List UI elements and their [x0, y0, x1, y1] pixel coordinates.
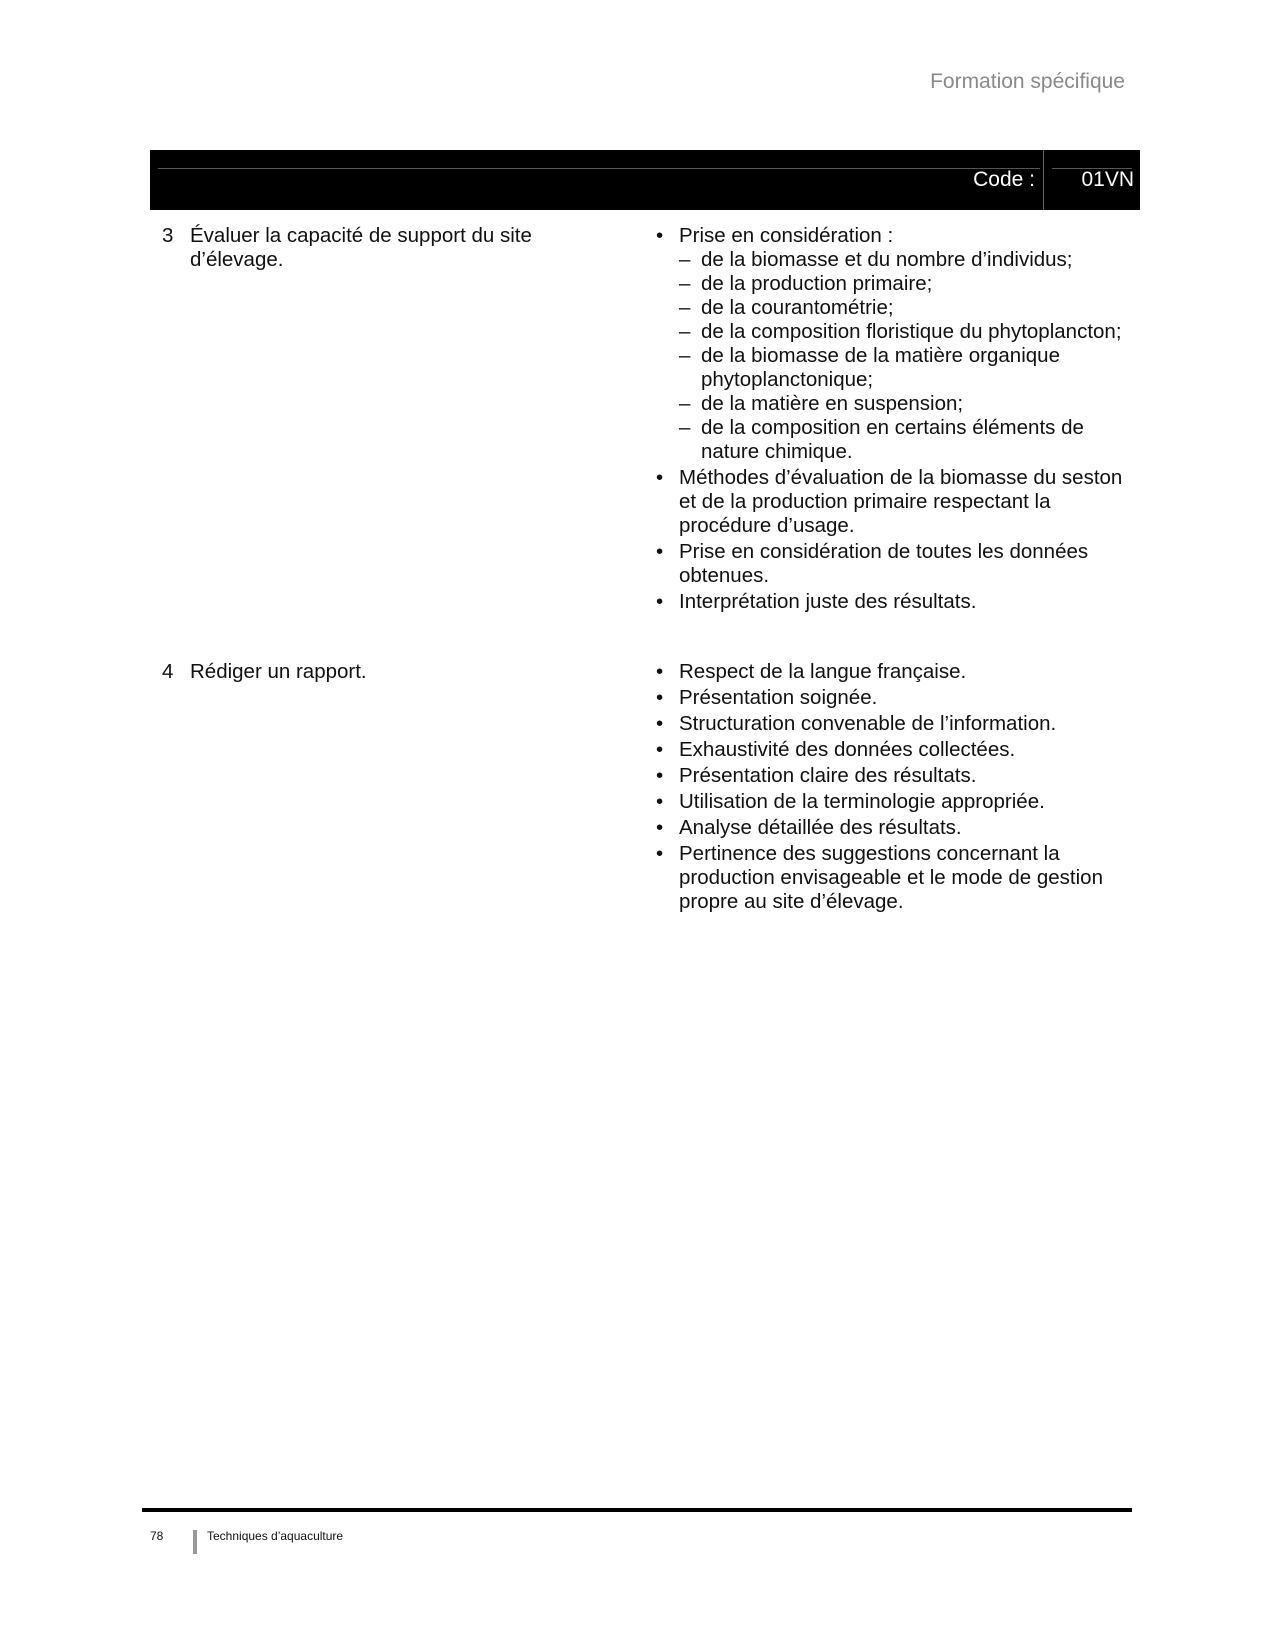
criterion-item: [652, 224, 1132, 464]
element-number: 3: [162, 224, 174, 247]
code-value: 01VN: [1081, 168, 1134, 191]
element-number: 4: [162, 660, 174, 683]
footer-rule: [142, 1508, 1132, 1512]
performance-criteria: [652, 660, 1132, 916]
code-bar-rule: [158, 168, 1040, 169]
element-text: Évaluer la capacité de support du site d’élevage.: [190, 224, 532, 271]
sub-criterion-item: – de la courantométrie;: [679, 296, 1132, 320]
sub-criterion-item: – de la composition floristique du phytoplancton;: [679, 320, 1132, 344]
criterion-item: • Utilisation de la terminologie appropriée.: [652, 790, 1132, 814]
criterion-item: • Pertinence des suggestions concernant la production envisageable et le mode de gestion propre au site d’élevage.: [652, 842, 1132, 914]
code-bar: [150, 150, 1140, 210]
criterion-item: • Présentation soignée.: [652, 686, 1132, 710]
sub-criterion-item: – de la biomasse et du nombre d’individus;: [679, 248, 1132, 272]
sub-criterion-item: – de la composition en certains éléments de nature chimique.: [679, 416, 1132, 464]
criterion-item: • Méthodes d’évaluation de la biomasse du seston et de la production primaire respectant la procédure d’usage.: [652, 466, 1132, 538]
criterion-item: • Analyse détaillée des résultats.: [652, 816, 1132, 840]
page-number: 78: [150, 1529, 164, 1543]
code-bar-separator: [1043, 150, 1044, 210]
sub-criterion-item: – de la biomasse de la matière organique phytoplanctonique;: [679, 344, 1132, 392]
running-header: Formation spécifique: [930, 70, 1125, 93]
criterion-item: • Interprétation juste des résultats.: [652, 590, 1132, 614]
criterion-item: • Prise en considération de toutes les données obtenues.: [652, 540, 1132, 588]
criterion-item: • Exhaustivité des données collectées.: [652, 738, 1132, 762]
sub-criterion-item: – de la production primaire;: [679, 272, 1132, 296]
footer-separator: [193, 1530, 197, 1554]
program-title: Techniques d’aquaculture: [207, 1529, 344, 1543]
criterion-item: • Respect de la langue française.: [652, 660, 1132, 684]
performance-criteria: [652, 224, 1132, 616]
criterion-item: • Présentation claire des résultats.: [652, 764, 1132, 788]
element-text: Rédiger un rapport.: [190, 660, 367, 683]
sub-criterion-item: – de la matière en suspension;: [679, 392, 1132, 416]
code-label: Code :: [973, 168, 1035, 191]
criterion-item: • Structuration convenable de l’information.: [652, 712, 1132, 736]
criterion-text: Prise en considération :: [679, 224, 894, 247]
